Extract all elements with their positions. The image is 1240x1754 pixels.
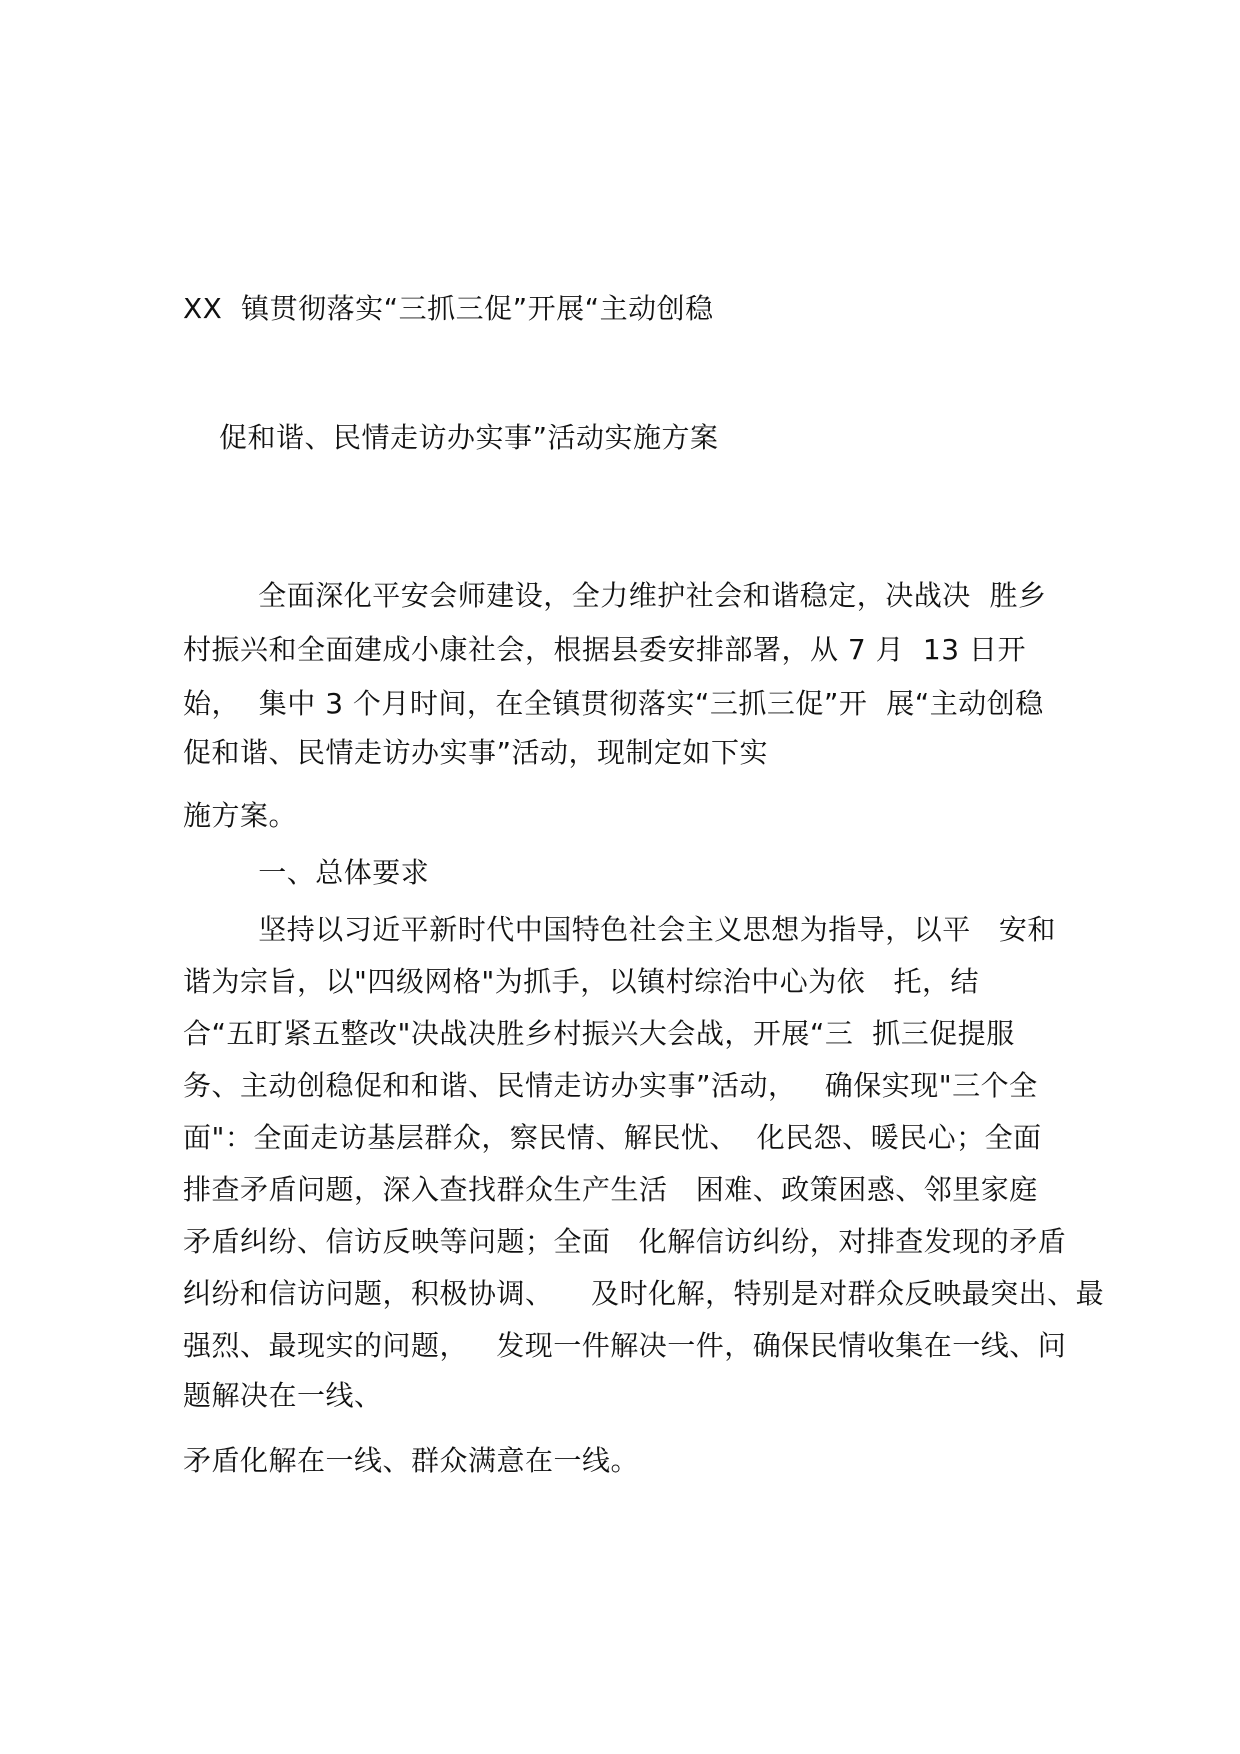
body-line: 强烈、最现实的问题， 发现一件解决一件，确保民情收集在一线、问: [183, 1329, 1067, 1362]
body-line: 坚持以习近平新时代中国特色社会主义思想为指导，以平 安和: [183, 913, 1056, 946]
body-line: 促和谐、民情走访办实事”活动，现制定如下实: [183, 736, 769, 769]
body-line: 谐为宗旨，以"四级网格"为抓手，以镇村综治中心为依 托，结: [183, 965, 979, 998]
document-title-line-2: 促和谐、民情走访办实事”活动实施方案: [219, 421, 719, 454]
body-line: 排查矛盾问题，深入查找群众生产生活 困难、政策困惑、邻里家庭: [183, 1173, 1038, 1206]
body-line: 始， 集中 3 个月时间，在全镇贯彻落实“三抓三促”开 展“主动创稳: [183, 687, 1044, 720]
body-line: 矛盾化解在一线、群众满意在一线。: [183, 1444, 640, 1477]
body-line: 纠纷和信访问题，积极协调、 及时化解，特别是对群众反映最突出、最: [183, 1277, 1105, 1310]
body-line: 面"：全面走访基层群众，察民情、解民忧、 化民怨、暖民心；全面: [183, 1121, 1042, 1154]
body-line: 村振兴和全面建成小康社会，根据县委安排部署，从 7 月 13 日开: [183, 633, 1026, 666]
body-line: 施方案。: [183, 799, 298, 832]
body-line: 合“五盯紧五整改"决战决胜乡村振兴大会战，开展“三 抓三促提服: [183, 1017, 1015, 1050]
body-line: 题解决在一线、: [183, 1379, 383, 1412]
body-line: 务、主动创稳促和和谐、民情走访办实事”活动， 确保实现"三个全: [183, 1069, 1038, 1102]
document-title-line-1: XX 镇贯彻落实“三抓三促”开展“主动创稳: [183, 292, 714, 325]
body-line: 全面深化平安会师建设，全力维护社会和谐稳定，决战决 胜乡: [183, 579, 1047, 612]
section-heading: 一、总体要求: [183, 856, 430, 889]
body-line: 矛盾纠纷、信访反映等问题；全面 化解信访纠纷，对排查发现的矛盾: [183, 1225, 1067, 1258]
